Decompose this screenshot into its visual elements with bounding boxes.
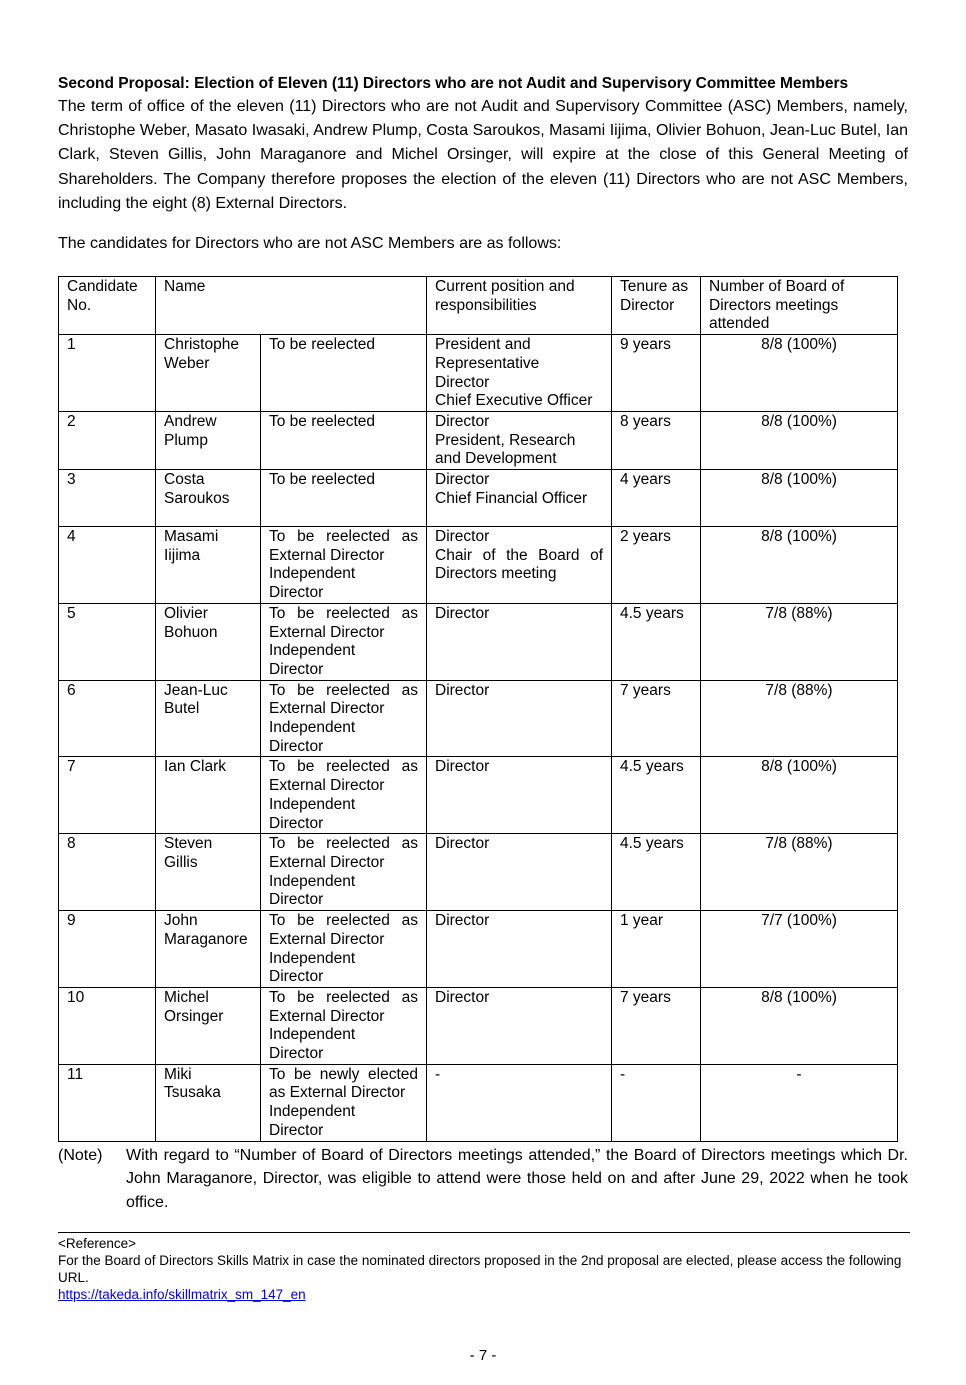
- table-row: [59, 470, 898, 527]
- current-position: Director: [427, 911, 612, 988]
- table-row: [59, 411, 898, 469]
- table-note: [58, 1144, 908, 1215]
- candidate-no: 10: [59, 987, 156, 1064]
- meetings-attended: 7/8 (88%): [701, 603, 898, 680]
- meetings-attended: 8/8 (100%): [701, 335, 898, 412]
- candidate-name: Andrew Plump: [156, 411, 261, 469]
- meetings-attended: -: [701, 1064, 898, 1141]
- current-position: Director Chief Financial Officer: [427, 470, 612, 527]
- note-text: With regard to “Number of Board of Directors meetings attended,” the Board of Directors meetings which Dr. John Maraganore, Director, was eligible to attend were those held on and after June 29, 2022 when he took office.: [126, 1146, 908, 1211]
- candidate-no: 7: [59, 757, 156, 834]
- current-position: Director: [427, 987, 612, 1064]
- meetings-attended: 8/8 (100%): [701, 527, 898, 604]
- reference-text: For the Board of Directors Skills Matrix in case the nominated directors proposed in the 2nd proposal are elected, please access the following URL.: [58, 1253, 902, 1286]
- candidate-name: Ian Clark: [156, 757, 261, 834]
- table-row: [59, 335, 898, 412]
- tenure: 4.5 years: [612, 834, 701, 911]
- tenure: 8 years: [612, 411, 701, 469]
- current-position: Director: [427, 603, 612, 680]
- tenure: 4.5 years: [612, 757, 701, 834]
- candidate-name: Olivier Bohuon: [156, 603, 261, 680]
- table-row: [59, 527, 898, 604]
- meetings-attended: 7/7 (100%): [701, 911, 898, 988]
- candidate-name: Masami Iijima: [156, 527, 261, 604]
- header-meetings: Number of Board of Directors meetings attended: [701, 277, 898, 335]
- election-status: To be reelected as External Director Independent Director: [261, 603, 427, 680]
- candidate-name: Jean-Luc Butel: [156, 680, 261, 757]
- candidate-no: 6: [59, 680, 156, 757]
- tenure: -: [612, 1064, 701, 1141]
- current-position: Director: [427, 757, 612, 834]
- meetings-attended: 8/8 (100%): [701, 987, 898, 1064]
- header-position: Current position and responsibilities: [427, 277, 612, 335]
- candidate-no: 11: [59, 1064, 156, 1141]
- meetings-attended: 7/8 (88%): [701, 834, 898, 911]
- tenure: 7 years: [612, 987, 701, 1064]
- table-row: [59, 1064, 898, 1141]
- table-row: [59, 757, 898, 834]
- election-status: To be newly elected as External Director Independent Director: [261, 1064, 427, 1141]
- tenure: 2 years: [612, 527, 701, 604]
- meetings-attended: 8/8 (100%): [701, 757, 898, 834]
- candidate-name: Miki Tsusaka: [156, 1064, 261, 1141]
- candidate-name: Michel Orsinger: [156, 987, 261, 1064]
- candidate-no: 3: [59, 470, 156, 527]
- candidate-no: 9: [59, 911, 156, 988]
- election-status: To be reelected: [261, 335, 427, 412]
- table-row: [59, 834, 898, 911]
- tenure: 7 years: [612, 680, 701, 757]
- tenure: 9 years: [612, 335, 701, 412]
- header-name: Name: [156, 277, 427, 335]
- election-status: To be reelected as External Director Independent Director: [261, 680, 427, 757]
- table-row: [59, 911, 898, 988]
- election-status: To be reelected as External Director Independent Director: [261, 987, 427, 1064]
- tenure: 1 year: [612, 911, 701, 988]
- current-position: Director: [427, 680, 612, 757]
- candidate-no: 4: [59, 527, 156, 604]
- skills-matrix-link[interactable]: https://takeda.info/skillmatrix_sm_147_en: [58, 1287, 306, 1303]
- header-candidate-no: Candidate No.: [59, 277, 156, 335]
- tenure: 4 years: [612, 470, 701, 527]
- election-status: To be reelected as External Director Independent Director: [261, 527, 427, 604]
- divider: [58, 1232, 910, 1233]
- current-position: Director: [427, 834, 612, 911]
- current-position: Director Chair of the Board of Directors meeting: [427, 527, 612, 604]
- meetings-attended: 7/8 (88%): [701, 680, 898, 757]
- table-row: [59, 680, 898, 757]
- reference-section: [58, 1235, 908, 1303]
- candidate-no: 8: [59, 834, 156, 911]
- meetings-attended: 8/8 (100%): [701, 411, 898, 469]
- election-status: To be reelected as External Director Independent Director: [261, 911, 427, 988]
- tenure: 4.5 years: [612, 603, 701, 680]
- election-status: To be reelected as External Director Independent Director: [261, 757, 427, 834]
- candidate-name: Steven Gillis: [156, 834, 261, 911]
- proposal-heading: Second Proposal: Election of Eleven (11) Directors who are not Audit and Supervisory Committee Members: [58, 75, 849, 92]
- candidate-no: 1: [59, 335, 156, 412]
- header-tenure: Tenure as Director: [612, 277, 701, 335]
- note-label: (Note): [58, 1146, 103, 1164]
- candidate-name: John Maraganore: [156, 911, 261, 988]
- table-header-row: [59, 277, 898, 335]
- reference-label: <Reference>: [58, 1236, 137, 1252]
- table-row: [59, 603, 898, 680]
- intro-paragraph: The term of office of the eleven (11) Directors who are not Audit and Supervisory Committee (ASC) Members, namely, Christophe Weber, Masato Iwasaki, Andrew Plump, Costa Saroukos, Masami Iijima, Olivier Bohuon, Jean-Luc Butel, Ian Clark, Steven Gillis, John Maraganore and Michel Orsinger, will expire at the close of this General Meeting of Shareholders. The Company therefore proposes the election of the eleven (11) Directors who are not ASC Members, including the eight (8) External Directors.: [58, 98, 908, 212]
- election-status: To be reelected: [261, 411, 427, 469]
- current-position: -: [427, 1064, 612, 1141]
- current-position: President and Representative Director Chief Executive Officer: [427, 335, 612, 412]
- candidate-no: 2: [59, 411, 156, 469]
- table-row: [59, 987, 898, 1064]
- candidates-lead-text: The candidates for Directors who are not ASC Members are as follows:: [58, 235, 562, 253]
- current-position: Director President, Research and Development: [427, 411, 612, 469]
- meetings-attended: 8/8 (100%): [701, 470, 898, 527]
- page-number: - 7 -: [469, 1347, 497, 1365]
- candidates-table: [58, 276, 898, 1142]
- candidate-name: Christophe Weber: [156, 335, 261, 412]
- election-status: To be reelected: [261, 470, 427, 527]
- candidate-no: 5: [59, 603, 156, 680]
- candidate-name: Costa Saroukos: [156, 470, 261, 527]
- election-status: To be reelected as External Director Independent Director: [261, 834, 427, 911]
